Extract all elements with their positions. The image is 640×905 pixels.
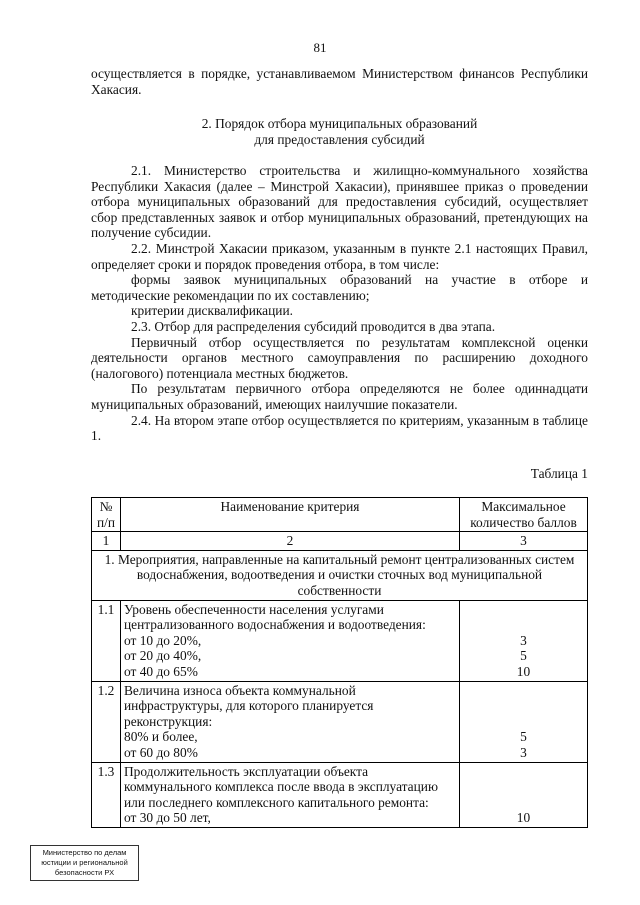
header-criterion-name: Наименование критерия (121, 498, 460, 532)
stamp-line2: юстиции и региональной (41, 858, 128, 867)
criterion-option: от 30 до 50 лет, (124, 810, 211, 826)
table-row (92, 681, 588, 762)
table-section-title: 1. Мероприятия, направленные на капитальный ремонт централизованных систем водоснабжения, водоотведения и очистки сточных вод муниципальной собственности (92, 550, 588, 600)
criterion-cell (121, 681, 460, 762)
paragraph-primary-selection: Первичный отбор осуществляется по результатам комплексной оценки деятельности органов местного самоуправления по расширению доходного (налогового) потенциала местных бюджетов. (91, 334, 588, 381)
option-score: 5 (520, 729, 527, 745)
intro-text: осуществляется в порядке, устанавливаемом Министерством финансов Республики Хакасия. (91, 66, 588, 97)
table-header-row (92, 498, 588, 532)
paragraph-criteria: критерии дисквалификации. (131, 303, 293, 319)
stamp-line1: Министерство по делам (42, 848, 127, 857)
section-row (92, 550, 588, 600)
row-number: 1.1 (92, 600, 121, 681)
header-number (92, 498, 121, 532)
criterion-title: Уровень обеспеченности населения услугами централизованного водоснабжения и водоотведения: (124, 601, 426, 633)
column-number-1: 1 (92, 532, 121, 551)
column-number-row (92, 532, 588, 551)
criterion-option: 80% и более, (124, 729, 198, 745)
header-number-line2: п/п (96, 514, 116, 530)
criterion-option: от 20 до 40%, (124, 648, 202, 664)
body-paragraphs (91, 163, 588, 444)
paragraph-2-3: 2.3. Отбор для распределения субсидий проводится в два этапа. (131, 318, 496, 334)
section-title-line2: для предоставления субсидий (254, 131, 425, 147)
table-row (92, 762, 588, 827)
criterion-option: от 60 до 80% (124, 744, 198, 760)
table-row (92, 600, 588, 681)
stamp-line3: безопасности РХ (54, 868, 115, 877)
paragraph-forms: формы заявок муниципальных образований на участие в отборе и методические рекомендации по их составлению; (91, 272, 588, 303)
section-title-line1: 2. Порядок отбора муниципальных образований (201, 116, 478, 131)
row-number: 1.3 (92, 762, 121, 827)
score-cell (460, 600, 588, 681)
option-score: 10 (516, 663, 531, 679)
column-number-3: 3 (460, 532, 588, 551)
score-cell (460, 681, 588, 762)
option-score: 3 (520, 632, 527, 648)
column-number-2: 2 (121, 532, 460, 551)
option-score: 10 (516, 810, 531, 826)
section-heading (91, 116, 588, 147)
criterion-cell (121, 762, 460, 827)
criterion-cell (121, 600, 460, 681)
paragraph-2-4: 2.4. На втором этапе отбор осуществляется по критериям, указанным в таблице 1. (91, 412, 588, 444)
paragraph-results: По результатам первичного отбора определяются не более одиннадцати муниципальных образований, имеющих наилучшие показатели. (91, 381, 588, 412)
score-cell (460, 762, 588, 827)
paragraph-2-2: 2.2. Минстрой Хакасии приказом, указанным в пункте 2.1 настоящих Правил, определяет сроки и порядок проведения отбора, в том числе: (91, 240, 588, 272)
ministry-stamp (30, 845, 139, 881)
criterion-option: от 10 до 20%, (124, 632, 202, 648)
option-score: 5 (520, 648, 527, 664)
header-max-score-line2: количество баллов (470, 514, 577, 530)
criterion-title: Продолжительность эксплуатации объекта коммунального комплекса после ввода в эксплуатацию или последнего комплексного капитального ремонта: (124, 763, 438, 810)
page-number: 81 (313, 40, 327, 55)
criterion-title: Величина износа объекта коммунальной инфраструктуры, для которого планируется реконструкция: (124, 682, 374, 729)
header-max-score (460, 498, 588, 532)
option-score: 3 (520, 744, 527, 760)
criterion-option: от 40 до 65% (124, 663, 198, 679)
header-max-score-line1: Максимальное (481, 499, 566, 514)
row-number: 1.2 (92, 681, 121, 762)
header-number-line1: № (99, 499, 113, 514)
paragraph-2-1: 2.1. Министерство строительства и жилищно-коммунального хозяйства Республики Хакасия (далее – Минстрой Хакасии), принявшее приказ о проведении отбора муниципальных образований для предоставления субсидий, осуществляет сбор представленных заявок и отбор муниципальных образований, претендующих на получение субсидии. (91, 163, 588, 241)
criteria-table (91, 497, 588, 828)
intro-paragraph (91, 66, 588, 97)
table-caption: Таблица 1 (530, 466, 588, 481)
